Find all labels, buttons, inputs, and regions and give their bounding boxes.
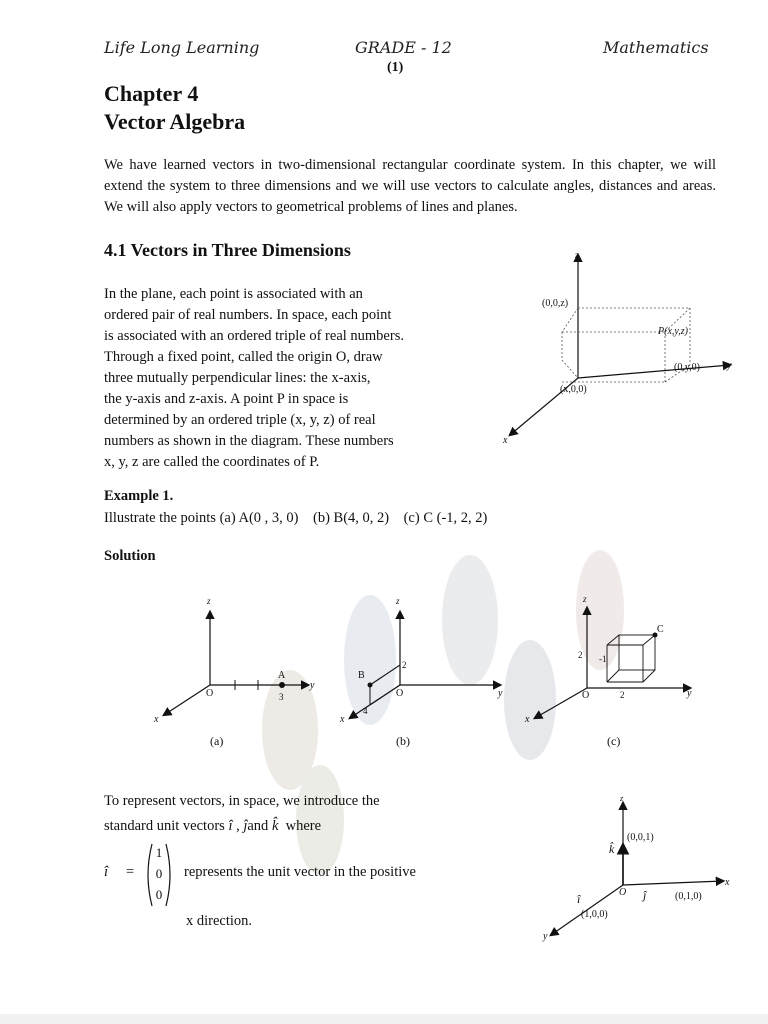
fig-c-x-axis (535, 688, 590, 718)
chapter-number: Chapter 4 (104, 81, 199, 106)
fig-b-y-label: y (498, 688, 503, 699)
fig-a-caption: (a) (210, 734, 224, 748)
fig-a-x-label: x (154, 714, 159, 725)
unit-x-label: x (725, 877, 730, 888)
fig-b-point (368, 683, 373, 688)
fig-a-origin: O (206, 688, 214, 699)
z-point-label: (0,0,z) (542, 298, 569, 309)
unit-vectors-line1: To represent vectors, in space, we introduce the (104, 793, 380, 809)
unit-k-label: k̂ (609, 842, 615, 856)
fig-b-caption: (b) (396, 734, 410, 748)
page-bottom-bar (0, 1014, 768, 1024)
fig-a-tick: 3 (279, 692, 284, 702)
fig-b-z-label: z (396, 596, 400, 606)
section-title: 4.1 Vectors in Three Dimensions (104, 240, 351, 260)
fig-a-x-axis (164, 685, 210, 715)
unit-vectors-prefix: standard unit vectors (104, 818, 225, 834)
fig-c-caption: (c) (607, 734, 621, 748)
section-line: determined by an ordered triple (x, y, z) of real (104, 412, 376, 428)
header-right: Mathematics (603, 38, 709, 57)
eq-description-2: x direction. (186, 913, 253, 929)
figure-a (150, 590, 330, 750)
section-line: Through a fixed point, called the origin O, draw (104, 349, 383, 365)
solution-label: Solution (104, 548, 156, 564)
p-point-label: P(x,y,z) (658, 326, 688, 337)
section-line: In the plane, each point is associated with an (104, 286, 363, 302)
fig-a-z-label: z (207, 596, 211, 606)
unit-vectors-line2: standard unit vectors î , ĵand k̂ where (104, 818, 322, 834)
i-hat: î (228, 818, 233, 834)
y-axis (578, 365, 730, 378)
fig-b-x-tick: 4 (363, 706, 368, 716)
unit-y-label: y (543, 931, 548, 942)
eq-lhs: î (104, 864, 109, 880)
fig-c-x-tick: -1 (599, 654, 607, 664)
x-point-label: (x,0,0) (560, 384, 587, 395)
fig-c-y-label: y (687, 688, 692, 699)
k-hat: k̂ (271, 818, 279, 834)
matrix-entry: 0 (155, 887, 163, 902)
figure-b (330, 590, 510, 750)
fig-b-origin: O (396, 688, 404, 699)
unit-vector-diagram (535, 795, 745, 945)
unit-i-label: î (577, 892, 581, 906)
chapter-title: Vector Algebra (104, 109, 246, 134)
matrix-entry: 0 (155, 866, 163, 881)
y-point-label: (0,y,0) (674, 362, 701, 373)
fig-c-point-label: C (657, 624, 664, 635)
coordinate-diagram (490, 240, 740, 450)
example-text: Illustrate the points (a) A(0 , 3, 0) (b) B(4, 0, 2) (c) C (-1, 2, 2) (104, 510, 488, 526)
x-axis-label: x (503, 435, 508, 446)
section-line: numbers as shown in the diagram. These numbers (104, 433, 394, 449)
fig-a-point (279, 682, 285, 688)
unit-j-point: (0,1,0) (675, 891, 702, 902)
fig-c-z-label: z (583, 594, 587, 604)
section-line: three mutually perpendicular lines: the x-axis, (104, 370, 371, 386)
fig-a-point-label: A (278, 670, 286, 681)
header-left: Life Long Learning (104, 38, 260, 57)
unit-x-axis (623, 881, 723, 885)
z-axis-label: z (575, 250, 579, 260)
section-text (104, 284, 464, 473)
intro-paragraph: We have learned vectors in two-dimensional rectangular coordinate system. In this chapter, we will extend the system to three dimensions and we will use vectors to calculate angles, distances and areas. We will also apply vectors to geometrical problems of lines and planes. (104, 157, 716, 215)
fig-c-z-tick: 2 (578, 650, 583, 660)
where-word: where (285, 818, 322, 834)
fig-b-z-tick: 2 (402, 660, 407, 670)
matrix-entry: 1 (155, 845, 163, 860)
section-line: the y-axis and z-axis. A point P in space is (104, 391, 349, 407)
j-hat: ĵ (243, 818, 248, 834)
dotted-box (562, 308, 690, 382)
and-word: and (247, 818, 269, 834)
unit-j-label: ĵ (643, 888, 647, 902)
fig-c-y-tick: 2 (620, 690, 625, 700)
section-line: x, y, z are called the coordinates of P. (104, 454, 320, 470)
figure-c (515, 590, 705, 750)
y-axis-label: y (727, 360, 732, 371)
fig-a-y-label: y (310, 680, 315, 691)
fig-b-point-label: B (358, 670, 365, 681)
eq-sign: = (126, 864, 135, 880)
fig-c-origin: O (582, 690, 590, 701)
page-number: (1) (387, 60, 404, 75)
section-line: ordered pair of real numbers. In space, each point (104, 307, 392, 323)
unit-k-point: (0,0,1) (627, 832, 654, 843)
matrix (152, 842, 166, 905)
header-center: GRADE - 12 (355, 38, 452, 57)
fig-b-x-label: x (340, 714, 345, 725)
example-title: Example 1. (104, 488, 174, 504)
fig-c-x-label: x (525, 714, 530, 725)
unit-origin: O (619, 887, 627, 898)
section-line: is associated with an ordered triple of real numbers. (104, 328, 404, 344)
eq-description: represents the unit vector in the positive (184, 864, 416, 880)
unit-z-label: z (620, 795, 624, 803)
unit-i-point: (1,0,0) (581, 909, 608, 920)
fig-c-box (607, 635, 655, 682)
